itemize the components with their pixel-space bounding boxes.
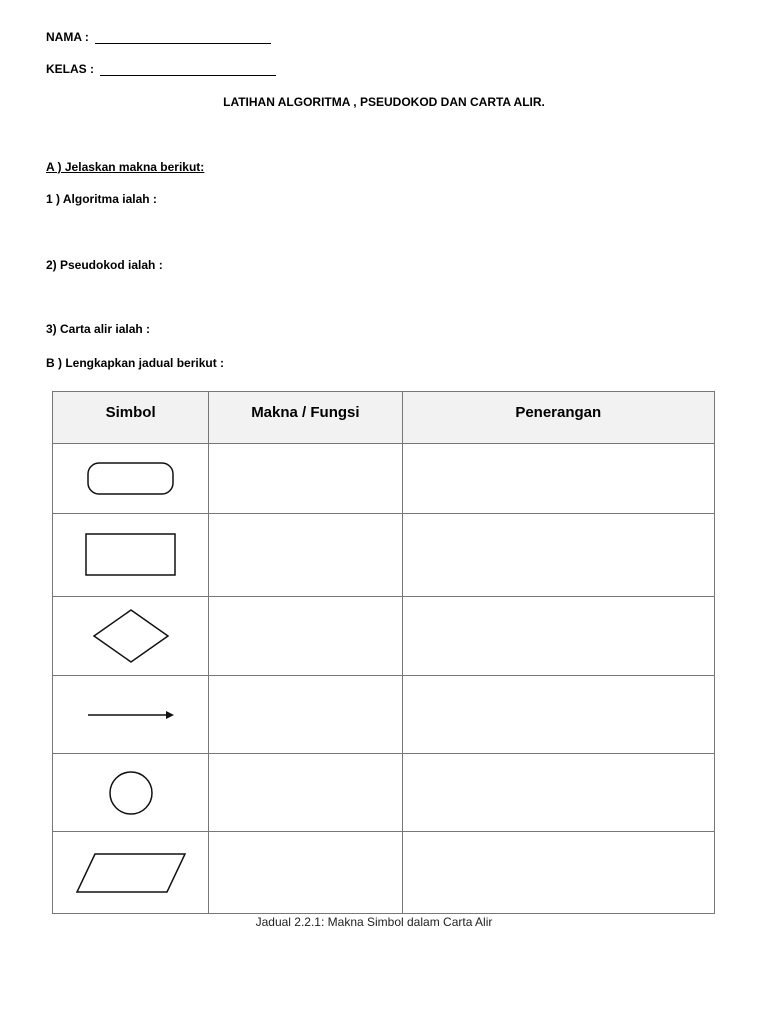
table-row (53, 832, 715, 914)
class-label: KELAS : (46, 62, 94, 76)
name-blank-line[interactable] (95, 31, 271, 44)
meaning-cell[interactable] (209, 444, 402, 514)
name-label: NAMA : (46, 30, 89, 44)
meaning-cell[interactable] (209, 676, 402, 754)
terminal-rounded-rectangle-icon (86, 461, 176, 497)
meaning-cell[interactable] (209, 832, 402, 914)
table-row (53, 597, 715, 676)
process-rectangle-icon (84, 532, 178, 578)
meaning-cell[interactable] (209, 754, 402, 832)
table-header-row (53, 392, 715, 444)
symbol-cell (53, 754, 209, 832)
explanation-cell[interactable] (402, 514, 714, 597)
header-symbol: Simbol (53, 392, 209, 444)
explanation-cell[interactable] (402, 597, 714, 676)
decision-diamond-icon (91, 608, 171, 664)
header-meaning: Makna / Fungsi (209, 392, 402, 444)
flowchart-symbol-table (52, 391, 715, 914)
explanation-cell[interactable] (402, 832, 714, 914)
class-blank-line[interactable] (100, 63, 276, 76)
class-field (46, 62, 276, 76)
symbol-cell (53, 444, 209, 514)
meaning-cell[interactable] (209, 597, 402, 676)
meaning-cell[interactable] (209, 514, 402, 597)
table-row (53, 514, 715, 597)
question-1: 1 ) Algoritma ialah : (46, 192, 157, 206)
worksheet-title: LATIHAN ALGORITMA , PSEUDOKOD DAN CARTA ALIR. (223, 95, 545, 109)
table-row (53, 676, 715, 754)
explanation-cell[interactable] (402, 444, 714, 514)
question-3: 3) Carta alir ialah : (46, 322, 151, 336)
question-2: 2) Pseudokod ialah : (46, 258, 163, 272)
symbol-cell (53, 597, 209, 676)
name-field (46, 30, 271, 44)
explanation-cell[interactable] (402, 676, 714, 754)
symbol-cell (53, 514, 209, 597)
table-caption: Jadual 2.2.1: Makna Simbol dalam Carta Alir (255, 915, 493, 929)
table-row (53, 754, 715, 832)
connector-circle-icon (107, 769, 155, 817)
header-explanation: Penerangan (402, 392, 714, 444)
symbol-cell (53, 832, 209, 914)
explanation-cell[interactable] (402, 754, 714, 832)
section-a-heading: A ) Jelaskan makna berikut: (46, 160, 205, 174)
symbol-cell (53, 676, 209, 754)
flow-arrow-icon (86, 708, 176, 722)
section-b-heading: B ) Lengkapkan jadual berikut : (46, 356, 225, 370)
input-output-parallelogram-icon (75, 852, 187, 894)
table-row (53, 444, 715, 514)
